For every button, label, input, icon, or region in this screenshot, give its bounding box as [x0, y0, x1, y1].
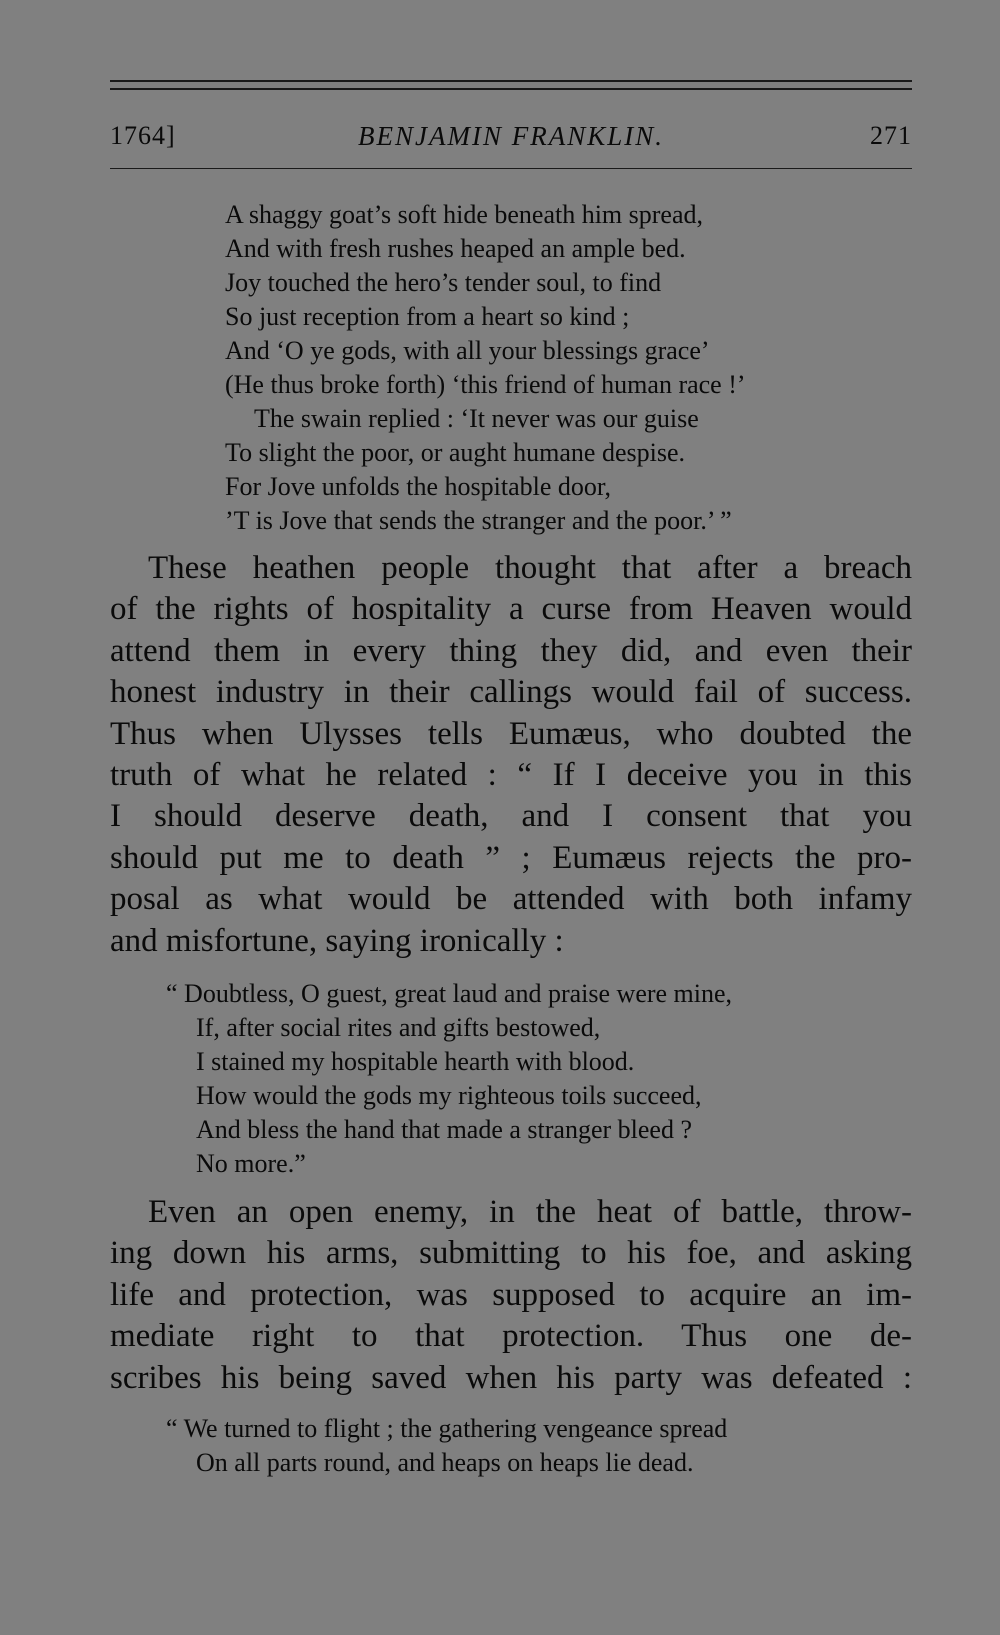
- header-rule-bottom: [110, 168, 912, 169]
- running-head-title: BENJAMIN FRANKLIN.: [358, 121, 664, 151]
- paragraph-line: These heathen people thought that after a breach: [148, 550, 912, 586]
- verse-line: A shaggy goat’s soft hide beneath him spread,: [225, 200, 704, 229]
- paragraph-line: scribes his being saved when his party was defeated :: [110, 1359, 912, 1396]
- paragraph-enemy-protection: [110, 1192, 912, 1399]
- verse-quotation-3: [166, 1412, 727, 1480]
- paragraph-hospitality: [110, 548, 912, 962]
- verse-line: “ We turned to flight ; the gathering vengeance spread: [166, 1414, 728, 1443]
- verse-line: For Jove unfolds the hospitable door,: [225, 472, 612, 501]
- paragraph-line: life and protection, was supposed to acquire an im-: [110, 1276, 912, 1313]
- paragraph-line: ing down his arms, submitting to his foe, and asking: [110, 1235, 912, 1272]
- verse-line: To slight the poor, or aught humane despise.: [225, 438, 686, 467]
- header-rule-top: [110, 80, 912, 82]
- paragraph-line: I should deserve death, and I consent that you: [110, 798, 912, 835]
- header-rule-top-inner: [110, 88, 912, 90]
- paragraph-line: mediate right to that protection. Thus one de-: [110, 1318, 912, 1355]
- paragraph-line: truth of what he related : “ If I deceive you in this: [110, 757, 912, 794]
- paragraph-line: should put me to death ” ; Eumæus rejects the pro-: [110, 839, 912, 876]
- verse-line: I stained my hospitable hearth with blood.: [196, 1047, 635, 1076]
- verse-line: On all parts round, and heaps on heaps lie dead.: [196, 1448, 694, 1477]
- verse-line: And with fresh rushes heaped an ample bed.: [225, 234, 686, 263]
- verse-quotation-1: [225, 198, 746, 538]
- page-number: 271: [870, 121, 912, 150]
- verse-line: How would the gods my righteous toils succeed,: [196, 1081, 702, 1110]
- verse-line: So just reception from a heart so kind ;: [225, 302, 630, 331]
- verse-line: And ‘O ye gods, with all your blessings grace’: [225, 336, 710, 365]
- paragraph-line: honest industry in their callings would fail of success.: [110, 674, 912, 711]
- paragraph-line: attend them in every thing they did, and even their: [110, 632, 912, 669]
- paragraph-line: and misfortune, saying ironically :: [110, 922, 564, 959]
- paragraph-line: posal as what would be attended with both infamy: [110, 881, 912, 918]
- verse-line: No more.”: [196, 1149, 306, 1178]
- paragraph-line: of the rights of hospitality a curse from Heaven would: [110, 591, 912, 628]
- running-head: [110, 118, 912, 154]
- verse-line: If, after social rites and gifts bestowed,: [196, 1013, 601, 1042]
- verse-line: The swain replied : ‘It never was our guise: [254, 404, 699, 433]
- running-head-year: 1764]: [110, 121, 176, 150]
- verse-line: Joy touched the hero’s tender soul, to find: [225, 268, 662, 297]
- paragraph-line: Thus when Ulysses tells Eumæus, who doubted the: [110, 715, 912, 752]
- paragraph-line: Even an open enemy, in the heat of battle, throw-: [148, 1194, 912, 1230]
- verse-line: ’T is Jove that sends the stranger and the poor.’ ”: [225, 506, 732, 535]
- verse-line: And bless the hand that made a stranger bleed ?: [196, 1115, 692, 1144]
- verse-quotation-2: [166, 977, 732, 1181]
- verse-line: “ Doubtless, O guest, great laud and praise were mine,: [166, 979, 733, 1008]
- verse-line: (He thus broke forth) ‘this friend of human race !’: [225, 370, 746, 399]
